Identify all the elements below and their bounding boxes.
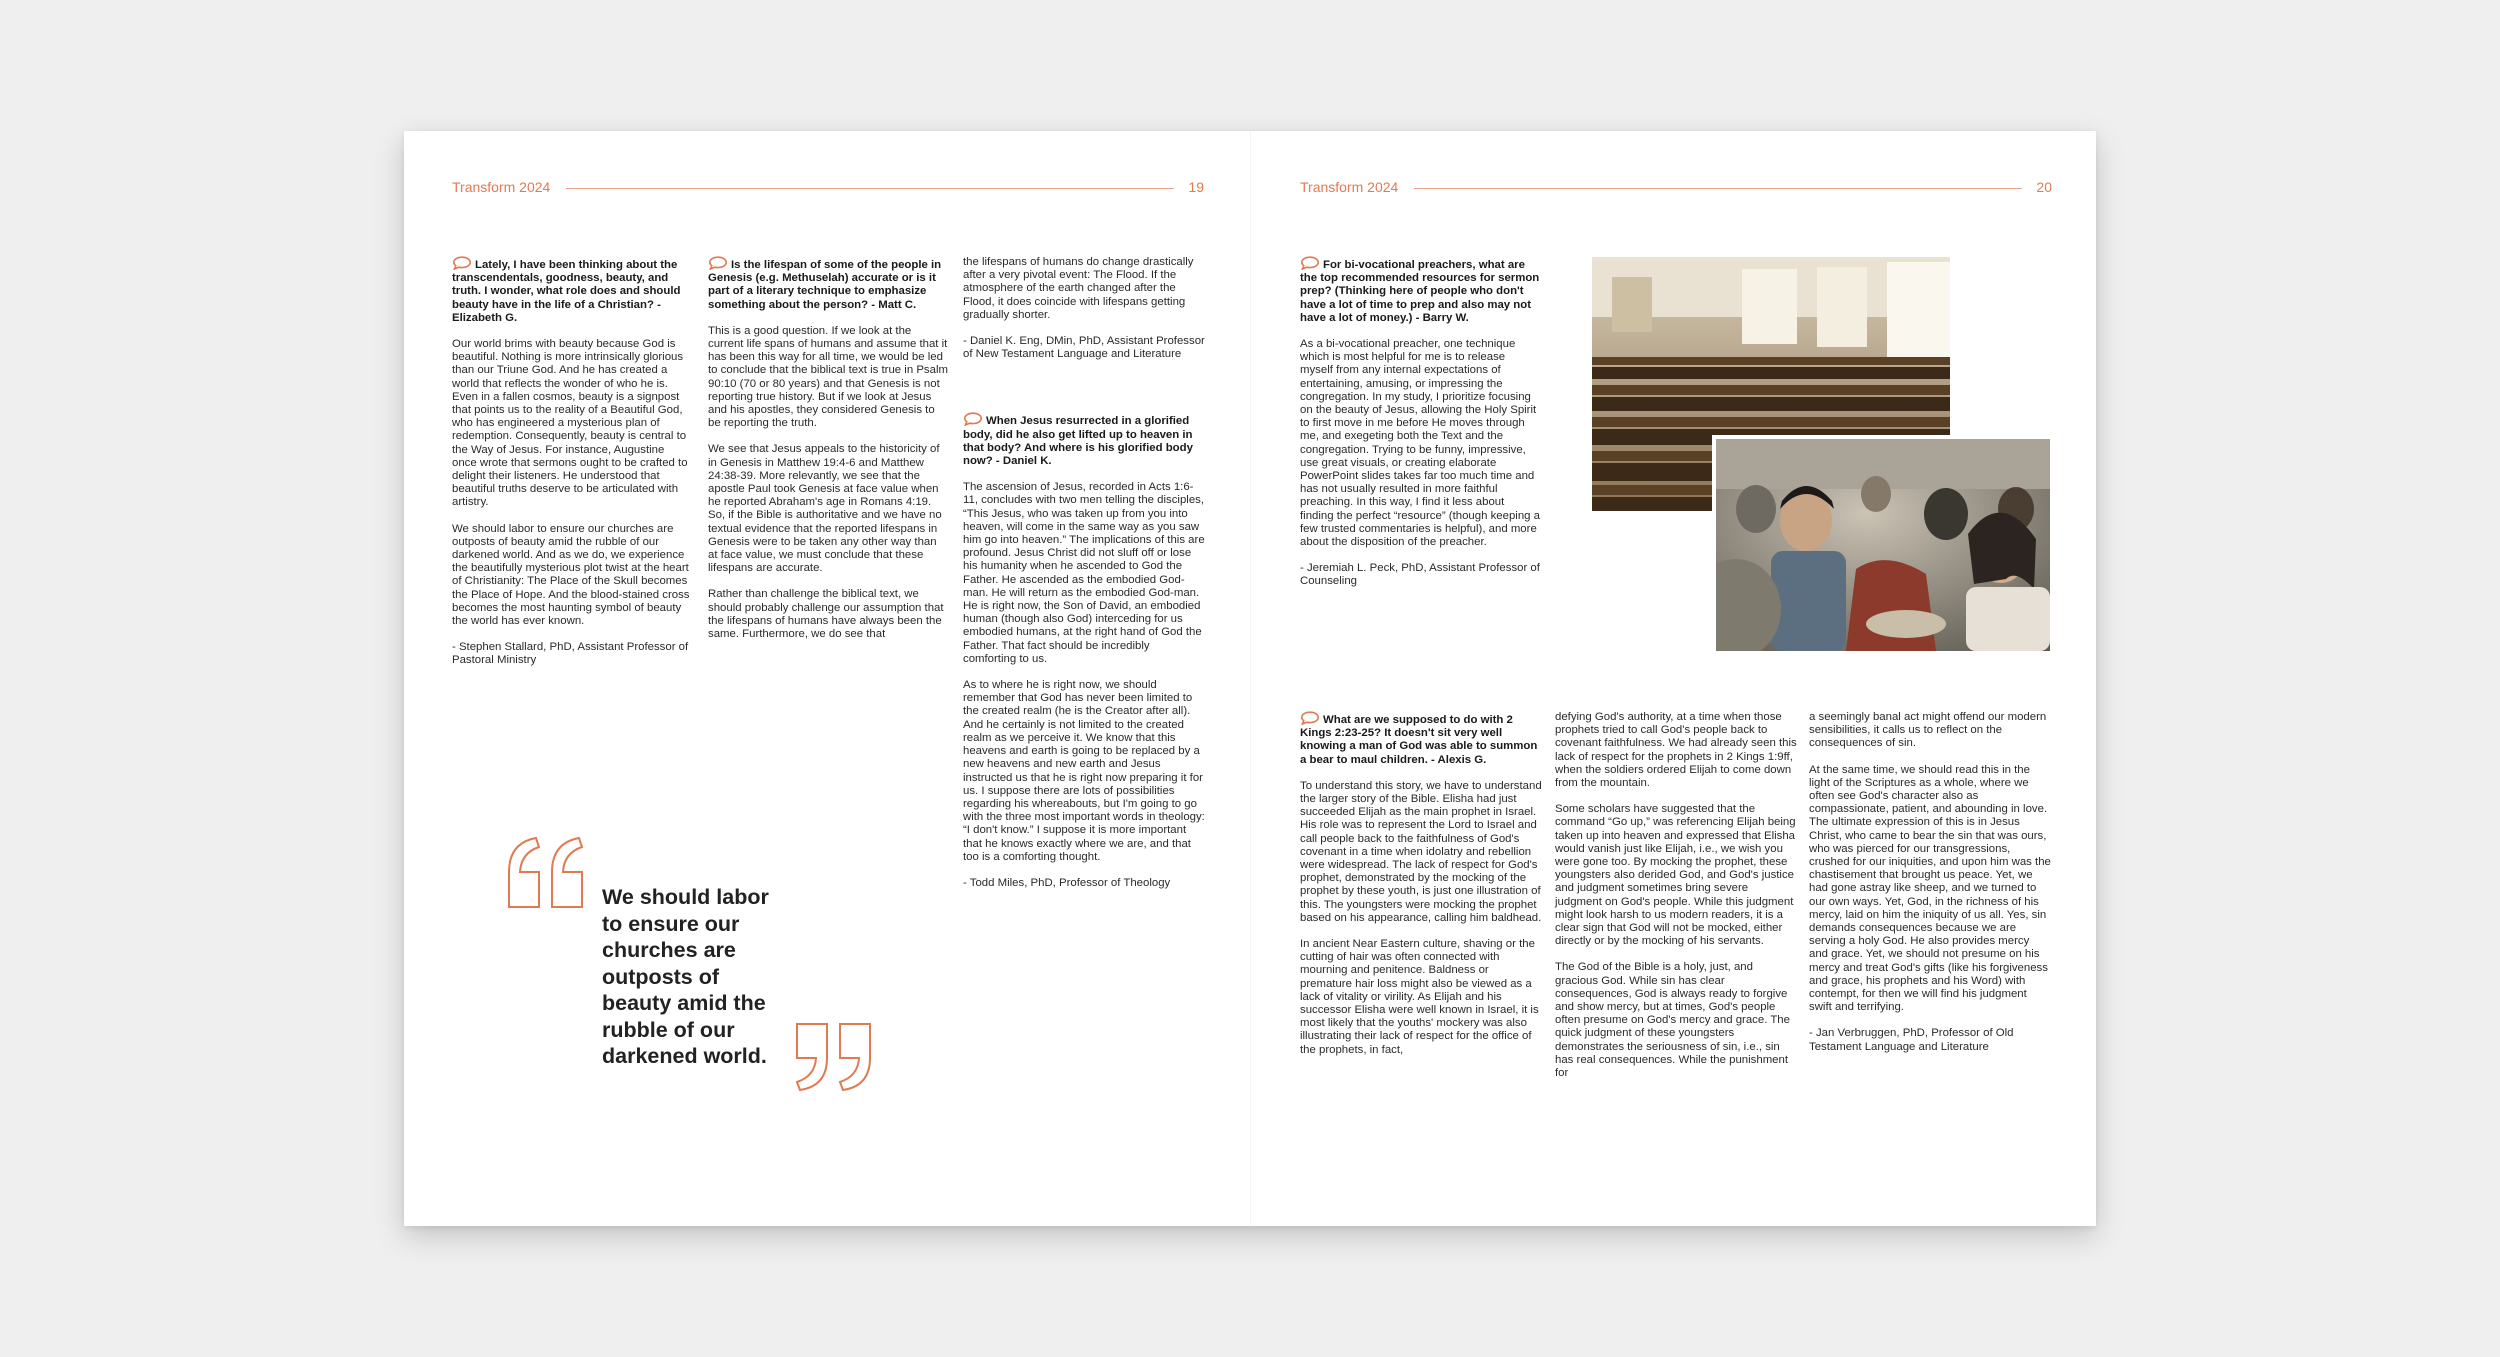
paragraph: To understand this story, we have to understand the larger story of the Bible. Elisha had just succeeded Elijah as the main prophet in Israel. His role was to represent the Lord to Israel and call people back to the faithfulness of God's covenant in a time when idolatry and rebellion were widespread. The lack of respect for God's prophet, demonstrated by the mocking of the prophet by these youth, is just one illustration of this. The youngsters were mocking the prophet based on his appearance, calling him baldhead. xyxy=(1300,779,1542,924)
left-header-title: Transform 2024 xyxy=(452,179,551,195)
right-bottom-column-2 xyxy=(1555,711,1797,1093)
signature: - Todd Miles, PhD, Professor of Theology xyxy=(963,876,1171,889)
paragraph: We see that Jesus appeals to the historicity of in Genesis in Matthew 19:4-6 and Matthew 24:38-39. More relevantly, we see that the apostle Paul took Genesis at face value when he reported Abraham's age in Romans 4:19. So, if the Bible is authoritative and we have no textual evidence that the reported lifespans in Genesis were to be taken any other way than at face value, we must conclude that these lifespans are accurate. xyxy=(708,443,942,575)
signature: - Jan Verbruggen, PhD, Professor of Old Testament Language and Literature xyxy=(1809,1027,2014,1053)
right-column-1 xyxy=(1300,256,1540,602)
paragraph: Our world brims with beauty because God is beautiful. Nothing is more intrinsically glorious than our Triune God. And he has created a world that reflects the wonder of who he is. Even in a fallen cosmos, beauty is a signpost that points us to the reality of a Beautiful God, who has engineered a mysterious plan of redemption. Consequently, beauty is central to the Way of Jesus. For instance, Augustine once wrote that sermons ought to be crafted to delight their listeners. He understood that beautiful truths deserve to be articulated with artistry. xyxy=(452,338,688,509)
magazine-spread xyxy=(404,131,2096,1226)
left-page-number: 19 xyxy=(1188,179,1204,195)
speech-bubble-icon xyxy=(1300,256,1320,270)
paragraph: Rather than challenge the biblical text, we should probably challenge our assumption that the lifespans of humans have always been the same. Furthermore, we do see that xyxy=(708,588,944,641)
header-rule xyxy=(1414,188,2022,189)
signature: - Jeremiah L. Peck, PhD, Assistant Professor of Counseling xyxy=(1300,562,1540,588)
question-heading: Is the lifespan of some of the people in Genesis (e.g. Methuselah) accurate or is it part of a literary technique to emphasize something about the person? - Matt C. xyxy=(708,256,948,312)
question-heading: When Jesus resurrected in a glorified body, did he also get lifted up to heaven in that body? And where is his glorified body now? - Daniel K. xyxy=(963,412,1205,468)
paragraph: As to where he is right now, we should remember that God has never been limited to the created realm (he is the Creator after all). And he certainly is not limited to the created realm as we perceive it. We know that this heavens and earth is going to be replaced by a new heavens and new earth and Jesus instructed us that he is right now preparing it for us. I suppose there are lots of possibilities regarding his whereabouts, but I'm going to go with the three most important words in theology: “I don't know.” I suppose it is more important that he knows exactly where we are, and that too is a comforting thought. xyxy=(963,679,1205,863)
left-page-header xyxy=(452,179,1204,199)
paragraph: As a bi-vocational preacher, one technique which is most helpful for me is to release myself from any internal expectations of entertaining, amusing, or impressing the congregation. In my study, I prioritize focusing on the beauty of Jesus, allowing the Holy Spirit to first move in me before He moves through me, and exegeting both the Text and the congregation. Trying to be funny, impressive, use great visuals, or creating elaborate PowerPoint slides takes far too much time and has not usually resulted in more faithful preaching. In this way, I find it less about finding the perfect “resource” (though keeping a few trusted commentaries is helpful), and more about the disposition of the preacher. xyxy=(1300,338,1540,549)
question-heading: Lately, I have been thinking about the transcendentals, goodness, beauty, and truth. I wonder, what role does and should beauty have in the life of a Christian? - Elizabeth G. xyxy=(452,256,692,325)
close-quote-icon xyxy=(779,1022,873,1092)
speech-bubble-icon xyxy=(452,256,472,270)
left-column-1 xyxy=(452,256,692,681)
speech-bubble-icon xyxy=(708,256,728,270)
gutter xyxy=(1250,131,1251,1226)
question-heading: For bi-vocational preachers, what are the top recommended resources for sermon prep? (Thinking here of people who don't have a lot of time to prep and also may not have a lot of money.) - Barry W. xyxy=(1300,256,1540,325)
signature: - Daniel K. Eng, DMin, PhD, Assistant Professor of New Testament Language and Literature xyxy=(963,335,1205,361)
signature: - Stephen Stallard, PhD, Assistant Professor of Pastoral Ministry xyxy=(452,641,689,667)
paragraph: the lifespans of humans do change drastically after a very pivotal event: The Flood. If the atmosphere of the earth changed after the Flood, it does coincide with lifespans getting gradually shorter. xyxy=(963,256,1194,321)
header-rule xyxy=(566,188,1174,189)
right-bottom-column-3 xyxy=(1809,711,2051,1067)
left-column-2 xyxy=(708,256,948,654)
paragraph: This is a good question. If we look at the current life spans of humans and assume that it has been this way for all time, we would be led to conclude that the biblical text is true in Psalm 90:10 (70 or 80 years) and that Genesis is not reporting true history. But if we look at Jesus and his apostles, they considered Genesis to be reporting the truth. xyxy=(708,324,948,430)
discussion-photo xyxy=(1712,435,2050,651)
paragraph: defying God's authority, at a time when those prophets tried to call God's people back to covenant faithfulness. We had already seen this lack of respect for the prophets in 2 Kings 1:9ff, when the soldiers ordered Elijah to come down from the mountain. xyxy=(1555,711,1797,790)
paragraph: We should labor to ensure our churches are outposts of beauty amid the rubble of our darkened world. And as we do, we experience the beautifully mysterious plot twist at the heart of Christianity: The Place of the Skull becomes the Place of Hope. And the blood-stained cross becomes the most haunting symbol of beauty the world has ever known. xyxy=(452,522,690,628)
pull-quote-text: We should labor to ensure our churches are outposts of beauty amid the rubble of our darkened world. xyxy=(602,885,769,1068)
right-page-header xyxy=(1300,179,2052,199)
paragraph: Some scholars have suggested that the command “Go up,” was referencing Elijah being taken up into heaven and expressed that Elisha would vanish just like Elijah, i.e., we wish you were gone too. By mocking the prophet, these youngsters also derided God, and God's justice and judgment sometimes bring severe judgment on God's people. While this judgment might look harsh to us modern readers, it is a clear sign that God will not be mocked, either directly or by the mocking of his servants. xyxy=(1555,803,1796,948)
paragraph: a seemingly banal act might offend our modern sensibilities, it calls us to reflect on the consequences of sin. xyxy=(1809,711,2047,750)
pull-quote xyxy=(506,836,886,1116)
question-heading: What are we supposed to do with 2 Kings 2:23-25? It doesn't sit very well knowing a man of God was able to summon a bear to maul children. - Alexis G. xyxy=(1300,711,1542,767)
open-quote-icon xyxy=(506,836,588,910)
right-bottom-column-1 xyxy=(1300,711,1542,1070)
paragraph: In ancient Near Eastern culture, shaving or the cutting of hair was often connected with mourning and penitence. Baldness or premature hair loss might also be viewed as a lack of vitality or virility. As Elijah and his successor Elisha were well known in Israel, it is most likely that the youths' mockery was also illustrating their lack of respect for the office of the prophets, in fact, xyxy=(1300,938,1539,1056)
left-column-3 xyxy=(963,256,1205,903)
right-header-title: Transform 2024 xyxy=(1300,179,1399,195)
paragraph: The God of the Bible is a holy, just, and gracious God. While sin has clear consequences, God is always ready to forgive and show mercy, but at times, God's people often presume on God's mercy and grace. The quick judgment of these youngsters demonstrates the seriousness of sin, i.e., sin has real consequences. While the punishment for xyxy=(1555,961,1790,1080)
right-page-number: 20 xyxy=(2036,179,2052,195)
speech-bubble-icon xyxy=(1300,711,1320,725)
speech-bubble-icon xyxy=(963,412,983,426)
paragraph: At the same time, we should read this in the light of the Scriptures as a whole, where we often see God's character also as compassionate, patient, and abounding in love. The ultimate expression of this is in Jesus Christ, who came to bear the sin that was ours, who was pierced for our transgressions, crushed for our iniquities, and upon him was the chastisement that brought us peace. Yet, we had gone astray like sheep, and we turned to our own ways. Yet, God, in the richness of his mercy, laid on him the iniquity of us all. Yes, sin demands consequences because we are serving a holy God. He also provides mercy and grace. Yet, we should not presume on his mercy and treat God's gifts (like his forgiveness and grace, his prophets and his Word) with contempt, for then we will find his judgment swift and terrifying. xyxy=(1809,763,2051,1014)
paragraph: The ascension of Jesus, recorded in Acts 1:6-11, concludes with two men telling the disciples, “This Jesus, who was taken up from you into heaven, will come in the same way as you saw him go into heaven.” The implications of this are profound. Jesus Christ did not sluff off or lose his humanity when he ascended to God the Father. He ascended as the embodied God-man. He will return as the embodied God-man. He is right now, the Son of David, an embodied human (though also God) interceding for us embodied humans, at the right hand of God the Father. That fact should be incredibly comforting to us. xyxy=(963,481,1205,665)
